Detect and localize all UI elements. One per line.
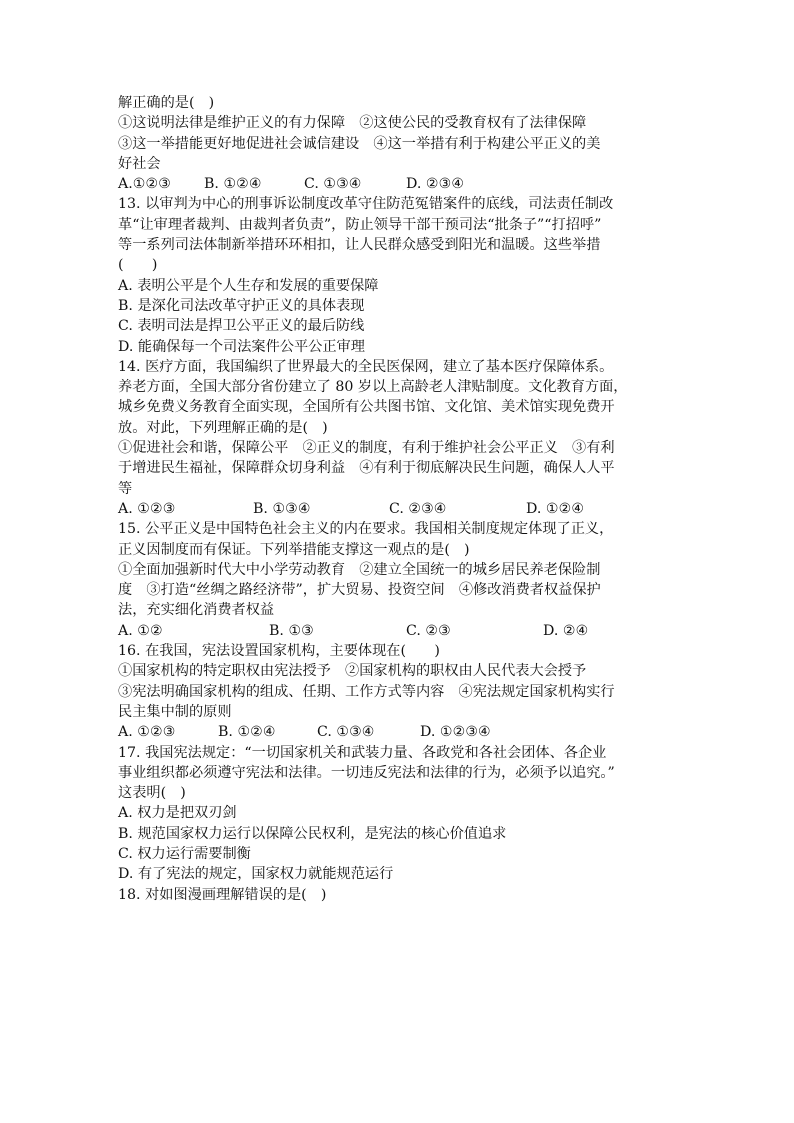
q14-option-d: D. ①②④ [526, 500, 585, 517]
q17-option-c: C. 权力运行需要制衡 [118, 845, 251, 862]
q15-option-b: B. ①③ [269, 622, 314, 639]
q15-statement-line-2: 度 ③打造“丝绸之路经济带”，扩大贸易、投资空间 ④修改消费者权益保护 [118, 582, 601, 599]
q14-option-b: B. ①③④ [253, 500, 311, 517]
q14-statement-line-2: 于增进民生福祉，保障群众切身利益 ④有利于彻底解决民生问题，确保人人平 [118, 460, 615, 477]
q17-option-d: D. 有了宪法的规定，国家权力就能规范运行 [118, 866, 394, 883]
q17-stem-line-3: 这表明( ) [118, 785, 186, 802]
q12-option-a: A.①②③ [118, 176, 171, 193]
q13-option-a: A. 表明公平是个人生存和发展的重要保障 [118, 277, 379, 294]
q14-options [118, 499, 686, 519]
q14-stem-line-2: 养老方面，全国大部分省份建立了 80 岁以上高龄老人津贴制度。文化教育方面， [118, 379, 628, 396]
q13-option-d: D. 能确保每一个司法案件公平公正审理 [118, 338, 365, 355]
q13-stem-line-4: ( ) [118, 257, 158, 274]
q17-stem-line-2: 事业组织都必须遵守宪法和法律。一切违反宪法和法律的行为，必须予以追究。” [118, 764, 615, 781]
q12-stem: 解正确的是( ) [118, 95, 215, 111]
q14-statement-line-3: 等 [118, 480, 133, 497]
q12-statement-line-2: ③这一举措能更好地促进社会诚信建设 ④这一举措有利于构建公平正义的美 [118, 135, 601, 152]
q12-options [118, 174, 686, 194]
q15-stem-line-2: 正义因制度而有保证。下列举措能支撑这一观点的是( ) [118, 541, 470, 558]
q13-stem-line-2: 革“让审理者裁判、由裁判者负责”，防止领导干部干预司法“批条子”“打招呼” [118, 216, 602, 233]
q12-option-c: C. ①③④ [304, 176, 362, 193]
q17-option-a: A. 权力是把双刃剑 [118, 805, 237, 822]
q16-option-d: D. ①②③④ [420, 724, 491, 741]
q16-statement-line-1: ①国家机构的特定职权由宪法授予 ②国家机构的职权由人民代表大会授予 [118, 663, 587, 680]
q18-stem: 18. 对如图漫画理解错误的是( ) [118, 886, 327, 903]
q15-option-c: C. ②③ [406, 622, 451, 639]
q16-stem: 16. 在我国，宪法设置国家机构，主要体现在( ) [118, 643, 440, 660]
q15-statement-line-3: 法，充实细化消费者权益 [118, 602, 275, 619]
q15-option-a: A. ①② [118, 622, 163, 639]
q16-option-b: B. ①②④ [218, 724, 276, 741]
q17-stem-line-1: 17. 我国宪法规定：“一切国家机关和武装力量、各政党和各社会团体、各企业 [118, 744, 607, 761]
q14-option-c: C. ②③④ [389, 500, 447, 517]
q15-options [118, 621, 686, 641]
q16-option-a: A. ①②③ [118, 724, 176, 741]
q12-statement-line-3: 好社会 [118, 155, 161, 172]
q16-option-c: C. ①③④ [317, 724, 375, 741]
exam-content [118, 93, 686, 905]
q14-statement-line-1: ①促进社会和谐，保障公平 ②正义的制度，有利于维护社会公平正义 ③有利 [118, 440, 615, 457]
q12-option-d: D. ②③④ [406, 176, 465, 193]
q13-option-b: B. 是深化司法改革守护正义的具体表现 [118, 297, 365, 314]
q16-options [118, 722, 686, 742]
q14-stem-line-1: 14. 医疗方面，我国编织了世界最大的全民医保网，建立了基本医疗保障体系。 [118, 358, 614, 375]
q13-stem-line-3: 等一系列司法体制新举措环环相扣，让人民群众感受到阳光和温暖。这些举措 [118, 237, 601, 254]
q15-stem-line-1: 15. 公平正义是中国特色社会主义的内在要求。我国相关制度规定体现了正义， [118, 521, 614, 538]
q13-option-c: C. 表明司法是捍卫公平正义的最后防线 [118, 318, 365, 335]
q17-option-b: B. 规范国家权力运行以保障公民权利，是宪法的核心价值追求 [118, 825, 507, 842]
q12-statement-line-1: ①这说明法律是维护正义的有力保障 ②这使公民的受教育权有了法律保障 [118, 115, 587, 132]
q15-statement-line-1: ①全面加强新时代大中小学劳动教育 ②建立全国统一的城乡居民养老保险制 [118, 561, 601, 578]
q16-statement-line-3: 民主集中制的原则 [118, 703, 232, 720]
q15-option-d: D. ②④ [543, 622, 589, 639]
q16-statement-line-2: ③宪法明确国家机构的组成、任期、工作方式等内容 ④宪法规定国家机构实行 [118, 683, 615, 700]
q14-stem-line-4: 放。对此，下列理解正确的是( ) [118, 419, 328, 436]
q14-stem-line-3: 城乡免费义务教育全面实现，全国所有公共图书馆、文化馆、美术馆实现免费开 [118, 399, 615, 416]
q13-stem-line-1: 13. 以审判为中心的刑事诉讼制度改革守住防范冤错案件的底线，司法责任制改 [118, 196, 614, 213]
q12-option-b: B. ①②④ [204, 176, 262, 193]
q14-option-a: A. ①②③ [118, 500, 176, 517]
